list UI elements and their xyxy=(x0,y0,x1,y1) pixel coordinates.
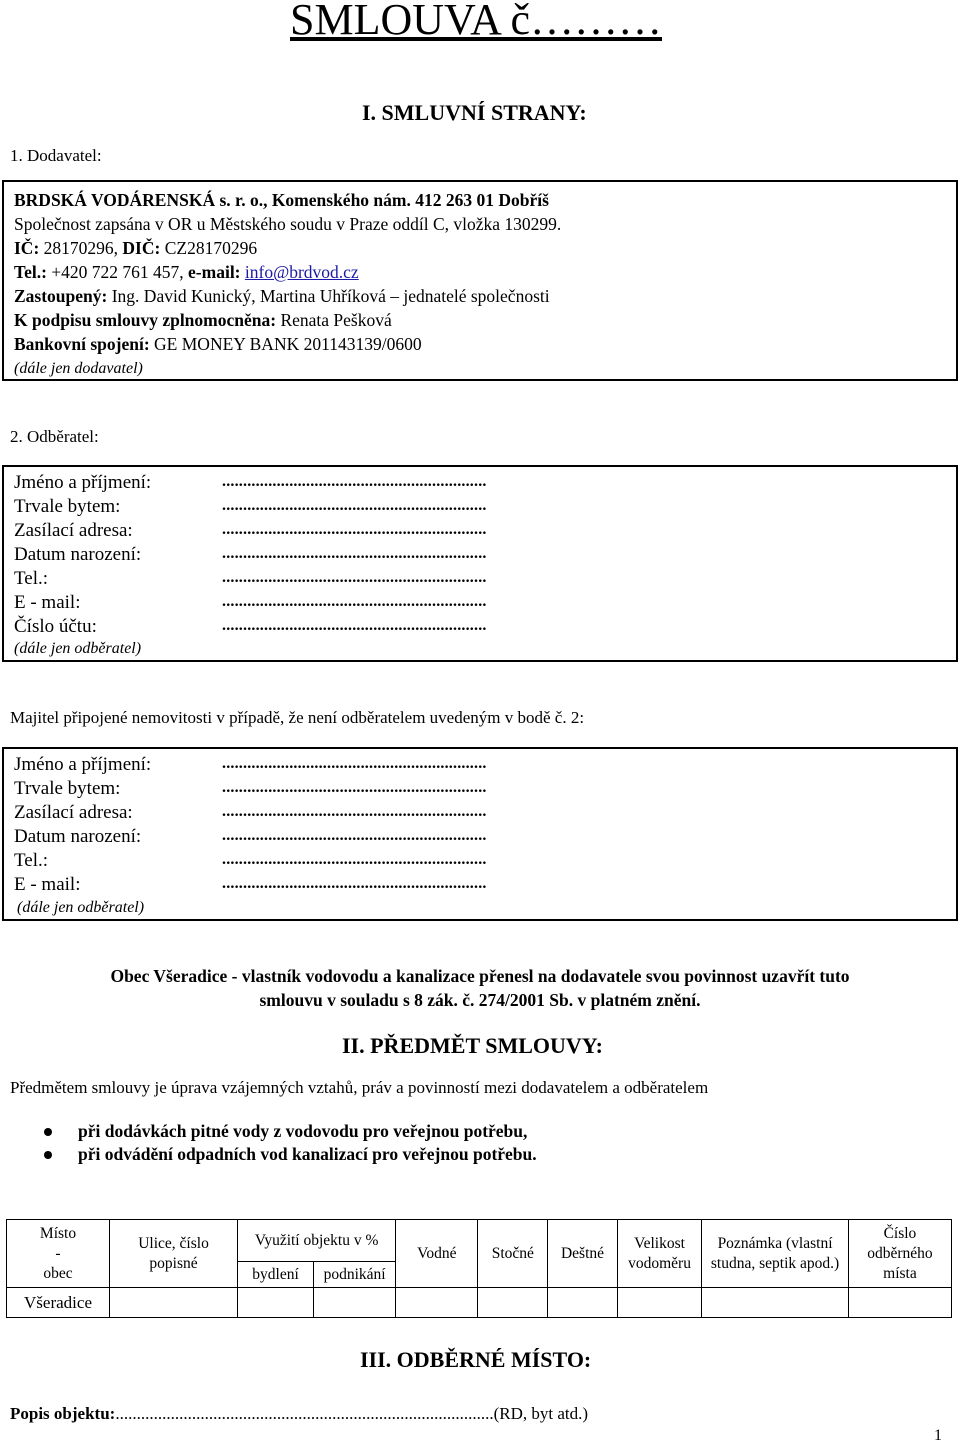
ic-label: IČ: xyxy=(14,238,40,258)
consumption-point-table xyxy=(6,1219,952,1318)
row-misto-value: Všeradice xyxy=(7,1288,110,1318)
section-1-heading: I. SMLUVNÍ STRANY: xyxy=(362,100,587,125)
bullet-icon xyxy=(44,1151,52,1159)
customer-box xyxy=(2,465,958,662)
owner-note: (dále jen odběratel) xyxy=(17,899,145,916)
table-cell[interactable] xyxy=(110,1288,238,1318)
header-podnikani: podnikání xyxy=(314,1262,396,1288)
rep-value: Ing. David Kunický, Martina Uhříková – jednatelé společnosti xyxy=(111,286,550,306)
dic-label: DIČ: xyxy=(122,238,161,258)
supplier-box xyxy=(2,180,958,381)
owner-field-label: Trvale bytem: xyxy=(14,778,121,799)
ic-value: 28170296, xyxy=(43,238,119,258)
popis-dots[interactable]: ......................................................................................... xyxy=(115,1404,494,1423)
supplier-label: 1. Dodavatel: xyxy=(10,146,102,165)
table-cell[interactable] xyxy=(702,1288,849,1318)
header-misto-dash: - xyxy=(55,1244,61,1262)
dic-value: CZ28170296 xyxy=(164,238,258,258)
customer-field-label: Číslo účtu: xyxy=(14,616,97,637)
page-number: 1 xyxy=(934,1427,942,1444)
obec-statement-line2: smlouvu v souladu s 8 zák. č. 274/2001 Sb. v platném znění. xyxy=(259,990,701,1010)
owner-field-label: E - mail: xyxy=(14,874,81,895)
supplier-name-line: BRDSKÁ VODÁRENSKÁ s. r. o., Komenského nám. 412 263 01 Dobříš xyxy=(14,190,549,210)
owner-field-label: Tel.: xyxy=(14,850,49,871)
popis-label: Popis objektu: xyxy=(10,1404,116,1423)
tel-value: +420 722 761 457, xyxy=(51,262,184,282)
table-cell[interactable] xyxy=(314,1288,396,1318)
supplier-representative xyxy=(14,285,550,307)
customer-field-label: Trvale bytem: xyxy=(14,496,121,517)
customer-field-label: Datum narození: xyxy=(14,544,142,565)
bank-label: Bankovní spojení: xyxy=(14,334,150,354)
sign-label: K podpisu smlouvy zplnomocněna: xyxy=(14,310,277,330)
header-destne: Deštné xyxy=(548,1220,618,1288)
customer-note: (dále jen odběratel) xyxy=(14,640,142,657)
table-cell[interactable] xyxy=(478,1288,548,1318)
owner-field-value[interactable]: ............................................................... xyxy=(222,779,487,796)
owner-field-value[interactable]: ............................................................... xyxy=(222,875,487,892)
customer-field-label: E - mail: xyxy=(14,592,81,613)
customer-field-value[interactable]: ............................................................... xyxy=(222,473,487,490)
customer-field-value[interactable]: ............................................................... xyxy=(222,521,487,538)
header-misto-text: Místo xyxy=(39,1224,77,1242)
rep-label: Zastoupený: xyxy=(14,286,108,306)
header-velikost: Velikost vodoměru xyxy=(617,1220,701,1288)
header-ulice: Ulice, číslo popisné xyxy=(110,1220,238,1288)
supplier-ids xyxy=(14,237,257,259)
header-stocne: Stočné xyxy=(478,1220,548,1288)
popis-suffix: (RD, byt atd.) xyxy=(493,1404,589,1423)
obec-statement-line1: Obec Všeradice - vlastník vodovodu a kanalizace přenesl na dodavatele svou povinnost uzavřít tuto xyxy=(110,966,850,986)
customer-field-value[interactable]: ............................................................... xyxy=(222,545,487,562)
owner-field-value[interactable]: ............................................................... xyxy=(222,755,487,772)
popis-objektu-line xyxy=(10,1404,588,1424)
owner-field-value[interactable]: ............................................................... xyxy=(222,827,487,844)
header-poznamka: Poznámka (vlastní studna, septik apod.) xyxy=(702,1220,849,1288)
document-title: SMLOUVA č……… xyxy=(290,0,663,44)
owner-intro: Majitel připojené nemovitosti v případě, že není odběratelem uvedeným v bodě č. 2: xyxy=(10,708,585,727)
sign-value: Renata Pešková xyxy=(280,310,392,330)
header-vodne: Vodné xyxy=(396,1220,478,1288)
owner-field-label: Jméno a příjmení: xyxy=(14,754,152,775)
customer-field-label: Zasílací adresa: xyxy=(14,520,133,541)
table-cell[interactable] xyxy=(617,1288,701,1318)
supplier-registration: Společnost zapsána v OR u Městského soudu v Praze oddíl C, vložka 130299. xyxy=(14,214,562,234)
header-misto xyxy=(7,1220,110,1288)
bullet-icon xyxy=(44,1128,52,1136)
customer-field-label: Jméno a příjmení: xyxy=(14,472,152,493)
table-cell[interactable] xyxy=(548,1288,618,1318)
customer-field-value[interactable]: ............................................................... xyxy=(222,569,487,586)
table-cell[interactable] xyxy=(396,1288,478,1318)
bank-value: GE MONEY BANK 201143139/0600 xyxy=(154,334,422,354)
customer-field-value[interactable]: ............................................................... xyxy=(222,617,487,634)
supplier-bank xyxy=(14,333,422,355)
header-cislo: Číslo odběrného místa xyxy=(848,1220,951,1288)
supplier-signatory xyxy=(14,309,392,331)
header-obec-text: obec xyxy=(43,1264,73,1282)
supplier-contact xyxy=(14,261,359,283)
bullet-item: při dodávkách pitné vody z vodovodu pro veřejnou potřebu, xyxy=(78,1121,528,1141)
owner-field-value[interactable]: ............................................................... xyxy=(222,851,487,868)
owner-field-label: Datum narození: xyxy=(14,826,142,847)
bullet-item: při odvádění odpadních vod kanalizací pro veřejnou potřebu. xyxy=(78,1144,537,1164)
table-cell[interactable] xyxy=(238,1288,314,1318)
header-bydleni: bydlení xyxy=(238,1262,314,1288)
table-cell[interactable] xyxy=(848,1288,951,1318)
customer-field-value[interactable]: ............................................................... xyxy=(222,497,487,514)
header-vyuziti: Využití objektu v % xyxy=(238,1220,396,1262)
section-3-heading: III. ODBĚRNÉ MÍSTO: xyxy=(360,1347,592,1372)
tel-label: Tel.: xyxy=(14,262,47,282)
supplier-note: (dále jen dodavatel) xyxy=(14,360,143,377)
customer-label: 2. Odběratel: xyxy=(10,427,99,446)
customer-field-value[interactable]: ............................................................... xyxy=(222,593,487,610)
section-2-intro: Předmětem smlouvy je úprava vzájemných vztahů, práv a povinností mezi dodavatelem a odběratelem xyxy=(10,1078,709,1097)
section-2-heading: II. PŘEDMĚT SMLOUVY: xyxy=(342,1033,603,1058)
email-label: e-mail: xyxy=(188,262,241,282)
customer-field-label: Tel.: xyxy=(14,568,49,589)
owner-field-label: Zasílací adresa: xyxy=(14,802,133,823)
owner-field-value[interactable]: ............................................................... xyxy=(222,803,487,820)
owner-box xyxy=(2,747,958,921)
email-link[interactable]: info@brdvod.cz xyxy=(244,262,359,282)
